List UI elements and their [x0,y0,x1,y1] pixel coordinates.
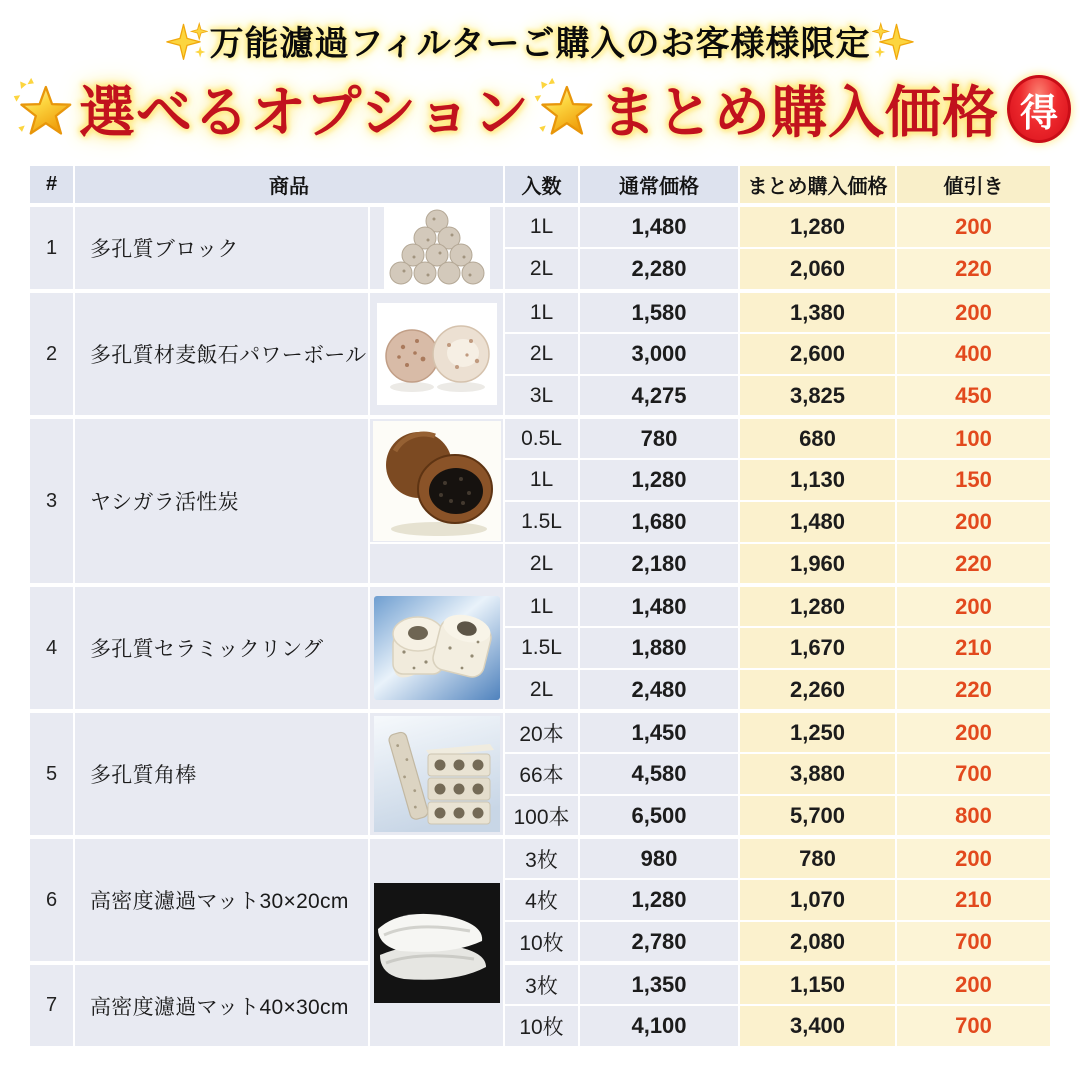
discount-cell: 200 [896,291,1051,333]
discount-cell: 210 [896,627,1051,669]
col-header-normal-price: 通常価格 [579,165,739,205]
title-bulk-text: まとめ購入価格 [599,81,999,144]
qty-cell: 3枚 [504,837,579,879]
limited-banner [0,0,1080,65]
square-rod-photo [369,711,504,837]
empty-photo-cell [369,543,504,585]
discount-cell: 450 [896,375,1051,417]
bulk-price-cell: 2,600 [739,333,896,375]
bulk-price-cell: 1,130 [739,459,896,501]
table-row [29,585,1051,627]
row-number: 3 [29,417,74,585]
porous-block-photo [369,205,504,291]
table-row [29,711,1051,753]
discount-cell: 200 [896,963,1051,1005]
bulk-price-cell: 1,070 [739,879,896,921]
table-header-row [29,165,1051,205]
normal-price-cell: 6,500 [579,795,739,837]
normal-price-cell: 1,580 [579,291,739,333]
bulk-price-cell: 780 [739,837,896,879]
qty-cell: 1L [504,585,579,627]
qty-cell: 1L [504,291,579,333]
qty-cell: 4枚 [504,879,579,921]
normal-price-cell: 1,450 [579,711,739,753]
normal-price-cell: 1,680 [579,501,739,543]
sparkles-icon [166,20,208,62]
coconut-carbon-photo [369,417,504,543]
qty-cell: 20本 [504,711,579,753]
row-number: 5 [29,711,74,837]
table-row [29,963,1051,1005]
col-header-num: # [29,165,74,205]
normal-price-cell: 1,350 [579,963,739,1005]
ceramic-ring-photo [369,585,504,711]
bulk-price-cell: 1,280 [739,585,896,627]
normal-price-cell: 3,000 [579,333,739,375]
bulk-price-cell: 2,060 [739,248,896,291]
discount-cell: 200 [896,837,1051,879]
row-number: 4 [29,585,74,711]
qty-cell: 1L [504,459,579,501]
row-number: 6 [29,837,74,963]
discount-cell: 200 [896,205,1051,248]
title-option-text: 選べるオプション [79,81,530,144]
table-row [29,205,1051,248]
discount-cell: 150 [896,459,1051,501]
normal-price-cell: 4,580 [579,753,739,795]
table-row [29,837,1051,879]
row-number: 7 [29,963,74,1047]
bulk-price-cell: 1,150 [739,963,896,1005]
price-table [28,164,1052,1048]
bulk-price-cell: 2,260 [739,669,896,711]
limited-banner-text: 万能濾過フィルターご購入のお客様様限定 [209,25,871,63]
discount-cell: 100 [896,417,1051,459]
discount-cell: 200 [896,501,1051,543]
bulk-price-cell: 680 [739,417,896,459]
sparkles-icon [872,20,914,62]
toku-badge: 得 [1007,75,1071,143]
qty-cell: 10枚 [504,1005,579,1047]
glowing-star-icon [532,76,598,142]
col-header-product: 商品 [74,165,504,205]
maifan-powerball-photo [369,291,504,417]
bulk-price-cell: 1,960 [739,543,896,585]
product-name: ヤシガラ活性炭 [74,417,369,585]
price-table-body [29,205,1051,1047]
bulk-price-cell: 1,250 [739,711,896,753]
normal-price-cell: 780 [579,417,739,459]
normal-price-cell: 1,280 [579,879,739,921]
bulk-price-cell: 5,700 [739,795,896,837]
filter-mat-photo [369,837,504,1047]
title-banner [0,69,1080,149]
qty-cell: 1.5L [504,627,579,669]
col-header-discount: 値引き [896,165,1051,205]
normal-price-cell: 2,480 [579,669,739,711]
normal-price-cell: 1,880 [579,627,739,669]
bulk-price-cell: 1,380 [739,291,896,333]
normal-price-cell: 1,480 [579,585,739,627]
normal-price-cell: 4,100 [579,1005,739,1047]
bulk-price-cell: 3,880 [739,753,896,795]
product-name: 高密度濾過マット30×20cm [74,837,369,963]
product-name: 多孔質セラミックリング [74,585,369,711]
qty-cell: 66本 [504,753,579,795]
row-number: 2 [29,291,74,417]
table-row [29,417,1051,459]
product-name: 多孔質角棒 [74,711,369,837]
bulk-price-cell: 3,400 [739,1005,896,1047]
discount-cell: 220 [896,543,1051,585]
discount-cell: 220 [896,669,1051,711]
normal-price-cell: 1,480 [579,205,739,248]
qty-cell: 2L [504,543,579,585]
bulk-price-cell: 3,825 [739,375,896,417]
glowing-star-icon [11,76,77,142]
normal-price-cell: 4,275 [579,375,739,417]
discount-cell: 220 [896,248,1051,291]
qty-cell: 3L [504,375,579,417]
normal-price-cell: 2,780 [579,921,739,963]
qty-cell: 1L [504,205,579,248]
discount-cell: 200 [896,711,1051,753]
normal-price-cell: 2,180 [579,543,739,585]
qty-cell: 2L [504,248,579,291]
bulk-price-cell: 1,670 [739,627,896,669]
qty-cell: 0.5L [504,417,579,459]
discount-cell: 400 [896,333,1051,375]
bulk-price-cell: 1,280 [739,205,896,248]
qty-cell: 2L [504,669,579,711]
qty-cell: 2L [504,333,579,375]
normal-price-cell: 980 [579,837,739,879]
discount-cell: 700 [896,1005,1051,1047]
qty-cell: 3枚 [504,963,579,1005]
product-name: 多孔質ブロック [74,205,369,291]
normal-price-cell: 2,280 [579,248,739,291]
discount-cell: 200 [896,585,1051,627]
discount-cell: 800 [896,795,1051,837]
normal-price-cell: 1,280 [579,459,739,501]
qty-cell: 10枚 [504,921,579,963]
discount-cell: 210 [896,879,1051,921]
qty-cell: 100本 [504,795,579,837]
product-name: 高密度濾過マット40×30cm [74,963,369,1047]
qty-cell: 1.5L [504,501,579,543]
bulk-price-cell: 2,080 [739,921,896,963]
col-header-bulk-price: まとめ購入価格 [739,165,896,205]
discount-cell: 700 [896,921,1051,963]
col-header-qty: 入数 [504,165,579,205]
row-number: 1 [29,205,74,291]
discount-cell: 700 [896,753,1051,795]
table-row [29,291,1051,333]
bulk-price-cell: 1,480 [739,501,896,543]
product-name: 多孔質材麦飯石パワーボール [74,291,369,417]
